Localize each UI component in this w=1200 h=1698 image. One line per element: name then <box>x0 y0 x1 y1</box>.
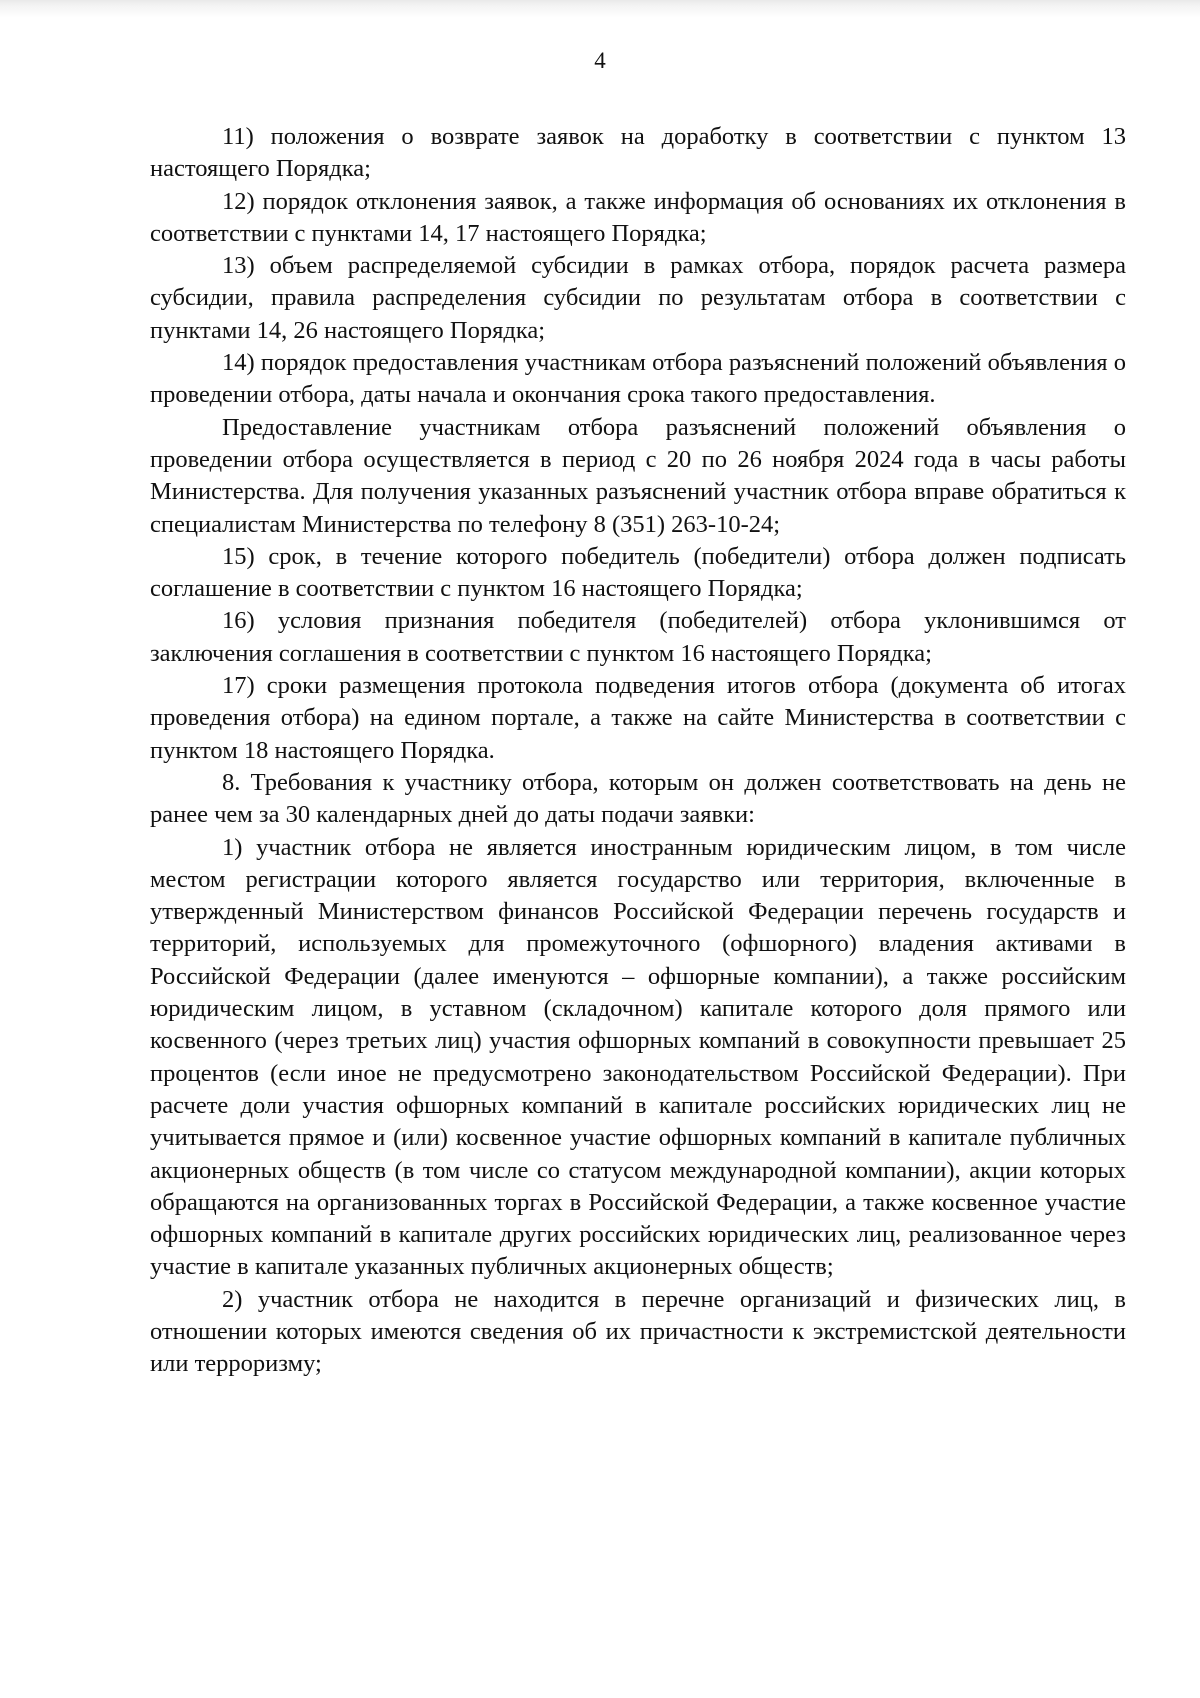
paragraph-item-16: 16) условия признания победителя (победителей) отбора уклонившимся от заключения соглашения в соответствии с пунктом 16 настоящего Порядка; <box>150 607 1126 667</box>
paragraph-clarifications: Предоставление участникам отбора разъяснений положений объявления о проведении отбора осуществляется в период с 20 по 26 ноября 2024 года в часы работы Министерства. Для получения указанных разъяснений участник отбора вправе обратиться к специалистам Министерства по телефону 8 (351) 263-10-24; <box>150 413 1126 538</box>
paragraph-item-12: 12) порядок отклонения заявок, а также информация об основаниях их отклонения в соответствии с пунктами 14, 17 настоящего Порядка; <box>150 187 1126 247</box>
paragraph-item-14: 14) порядок предоставления участникам отбора разъяснений положений объявления о проведении отбора, даты начала и окончания срока такого предоставления. <box>150 349 1126 409</box>
paragraph-requirement-1: 1) участник отбора не является иностранным юридическим лицом, в том числе местом регистрации которого является государство или территория, включенные в утвержденный Министерством финансов Российской Федерации перечень государств и территорий, используемых для промежуточного (офшорного) владения активами в Российской Федерации (далее именуются – офшорные компании), а также российским юридическим лицом, в уставном (складочном) капитале которого доля прямого или косвенного (через третьих лиц) участия офшорных компаний в совокупности превышает 25 процентов (если иное не предусмотрено законодательством Российской Федерации). При расчете доли участия офшорных компаний в капитале российских юридических лиц не учитывается прямое и (или) косвенное участие офшорных компаний в капитале публичных акционерных обществ (в том числе со статусом международной компании), акции которых обращаются на организованных торгах в Российской Федерации, а также косвенное участие офшорных компаний в капитале других российских юридических лиц, реализованное через участие в капитале указанных публичных акционерных обществ; <box>150 833 1126 1281</box>
scan-edge <box>0 0 1200 18</box>
paragraph-item-17: 17) сроки размещения протокола подведения итогов отбора (документа об итогах проведения отбора) на едином портале, а также на сайте Министерства в соответствии с пунктом 18 настоящего Порядка. <box>150 672 1126 764</box>
paragraph-section-8: 8. Требования к участнику отбора, которым он должен соответствовать на день не ранее чем за 30 календарных дней до даты подачи заявки: <box>150 768 1126 829</box>
page-number: 4 <box>594 48 606 73</box>
paragraph-requirement-2: 2) участник отбора не находится в перечне организаций и физических лиц, в отношении которых имеются сведения об их причастности к экстремистской деятельности или терроризму; <box>150 1285 1126 1378</box>
paragraph-item-11: 11) положения о возврате заявок на доработку в соответствии с пунктом 13 настоящего Порядка; <box>150 123 1126 183</box>
document-body <box>150 121 1126 1381</box>
paragraph-item-15: 15) срок, в течение которого победитель (победители) отбора должен подписать соглашение в соответствии с пунктом 16 настоящего Порядка; <box>150 542 1126 603</box>
paragraph-item-13: 13) объем распределяемой субсидии в рамках отбора, порядок расчета размера субсидии, правила распределения субсидии по результатам отбора в соответствии с пунктами 14, 26 настоящего Порядка; <box>150 252 1126 344</box>
